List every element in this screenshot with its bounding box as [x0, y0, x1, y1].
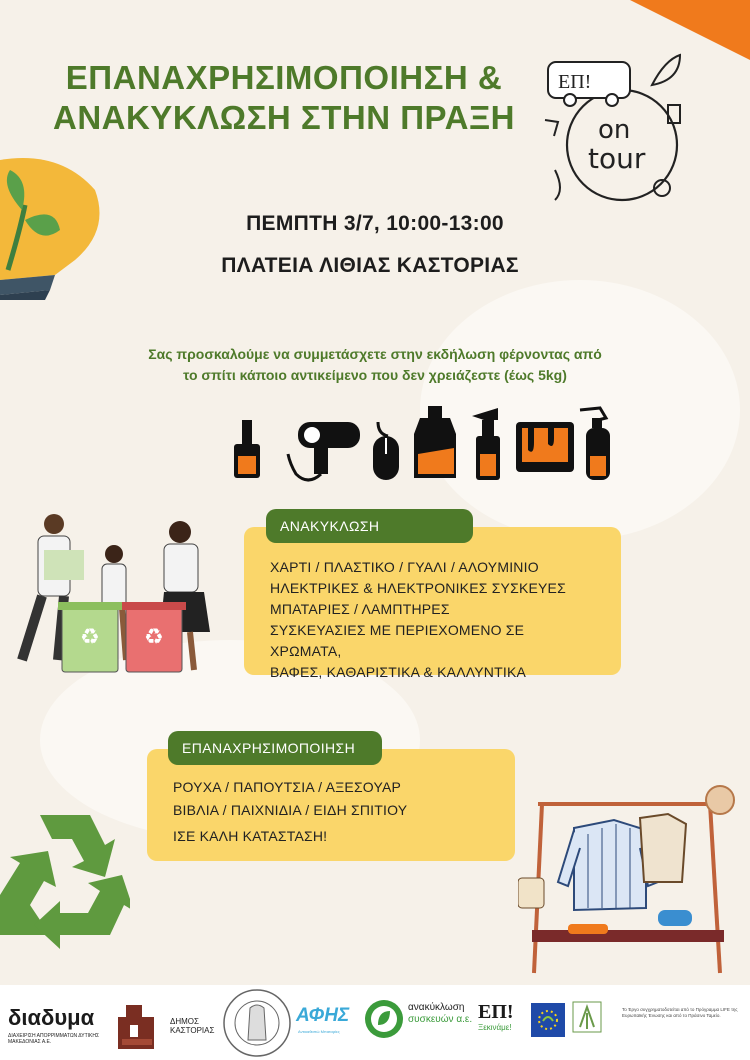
people-recycling-illustration [14, 510, 214, 680]
on-tour-badge [540, 40, 700, 210]
recycling-item: ΗΛΕΚΤΡΙΚΕΣ & ΗΛΕΚΤΡΟΝΙΚΕΣ ΣΥΣΚΕΥΕΣ [270, 580, 566, 596]
title-line-1: ΕΠΑΝΑΧΡΗΣΙΜΟΠΟΙΗΣΗ & [65, 59, 503, 96]
reuse-label: ΕΠΑΝΑΧΡΗΣΙΜΟΠΟΙΗΣΗ [168, 731, 382, 765]
dimos-line-2: ΚΑΣΤΟΡΙΑΣ [170, 1026, 215, 1035]
green-fund-icon [572, 1001, 602, 1043]
computer-mouse-icon [373, 422, 399, 480]
recycling-items-box [244, 527, 621, 680]
funding-statement: Το Έργο συγχρηματοδοτείται από το Πρόγραμμα LIFE της Ευρωπαϊκής Ένωσης και από το Πράσινο Ταμείο. [622, 1007, 738, 1018]
nail-polish-icon [234, 420, 260, 478]
hair-dryer-icon [288, 422, 360, 480]
fire-extinguisher-icon [580, 408, 610, 480]
reuse-item: ΙΣΕ ΚΑΛΗ ΚΑΤΑΣΤΑΣΗ! [173, 828, 328, 844]
badge-line-2: tour [588, 142, 646, 175]
eu-life-flag-icon [531, 1003, 565, 1037]
detergent-bottle-icon [414, 406, 456, 478]
svg-text:♻: ♻ [80, 625, 100, 650]
badge-brand: ΕΠ! [558, 71, 592, 93]
afis-subtitle: Αντικαθιστώ Μπαταρίες [298, 1029, 340, 1034]
recycling-item: ΧΑΡΤΙ / ΠΛΑΣΤΙΚΟ / ΓΥΑΛΙ / ΑΛΟΥΜΙΝΙΟ [270, 559, 539, 575]
association-seal-icon [222, 988, 292, 1058]
invite-line-2: το σπίτι κάποιο αντικείμενο που δεν χρειάζεστε (έως 5kg) [183, 367, 567, 383]
recycling-item: ΣΥΣΚΕΥΑΣΙΕΣ ΜΕ ΠΕΡΙΕΧΟΜΕΝΟ ΣΕ ΧΡΩΜΑΤΑ, [270, 622, 525, 659]
anakyklosi-syskevon-logo [408, 1002, 472, 1026]
recycling-item: ΒΑΦΕΣ, ΚΑΘΑΡΙΣΤΙΚΑ & ΚΑΛΛΥΝΤΙΚΑ [270, 664, 527, 680]
sponsors-footer [0, 985, 750, 1060]
invitation-text [90, 344, 660, 386]
reuse-item: ΡΟΥΧΑ / ΠΑΠΟΥΤΣΙΑ / ΑΞΕΣΟΥΑΡ [173, 779, 402, 795]
anak-line-2: συσκευών α.ε. [408, 1014, 473, 1025]
recycling-item: ΜΠΑΤΑΡΙΕΣ / ΛΑΜΠΤΗΡΕΣ [270, 601, 450, 617]
items-icon-row [228, 404, 628, 486]
reuse-item: ΒΙΒΛΙΑ / ΠΑΙΧΝΙΔΙΑ / ΕΙΔΗ ΣΠΙΤΙΟΥ [173, 802, 408, 818]
event-place: ΠΛΑΤΕΙΑ ΛΙΘΙΑΣ ΚΑΣΤΟΡΙΑΣ [221, 254, 519, 277]
spray-bottle-icon [472, 408, 500, 480]
castle-icon [112, 995, 166, 1050]
anak-line-1: ανακύκλωση [408, 1002, 465, 1013]
clothes-rack-illustration [518, 778, 740, 978]
diaduma-name: διαδυμα [8, 1005, 95, 1030]
ep-logo [478, 1001, 526, 1032]
reuse-items-box [147, 749, 515, 861]
svg-text:♻: ♻ [144, 625, 164, 650]
dimos-line-1: ΔΗΜΟΣ [170, 1017, 199, 1026]
recycle-symbol-icon [0, 805, 130, 965]
badge-line-1: on [598, 115, 631, 145]
page-title [24, 58, 544, 138]
paint-bucket-icon [516, 422, 574, 472]
leaf-icon [364, 999, 404, 1039]
dimos-kastorias-logo [112, 995, 222, 1050]
ep-subtitle: Ξεκινάμε! [478, 1023, 512, 1032]
diaduma-subtitle: ΔΙΑΧΕΙΡΙΣΗ ΑΠΟΡΡΙΜΜΑΤΩΝ ΔΥΤΙΚΗΣ ΜΑΚΕΔΟΝΙΑΣ Α.Ε. [8, 1033, 100, 1045]
ep-brand: ΕΠ! [478, 1001, 514, 1023]
title-line-2: ΑΝΑΚΥΚΛΩΣΗ ΣΤΗΝ ΠΡΑΞΗ [52, 99, 516, 136]
afis-logo: ΑΦΗΣ [296, 1005, 350, 1026]
recycling-label: ΑΝΑΚΥΚΛΩΣΗ [266, 509, 473, 543]
event-date-time: ΠΕΜΠΤΗ 3/7, 10:00-13:00 [246, 212, 504, 235]
diaduma-logo [8, 1005, 108, 1045]
invite-line-1: Σας προσκαλούμε να συμμετάσχετε στην εκδήλωση φέρνοντας από [148, 346, 602, 362]
